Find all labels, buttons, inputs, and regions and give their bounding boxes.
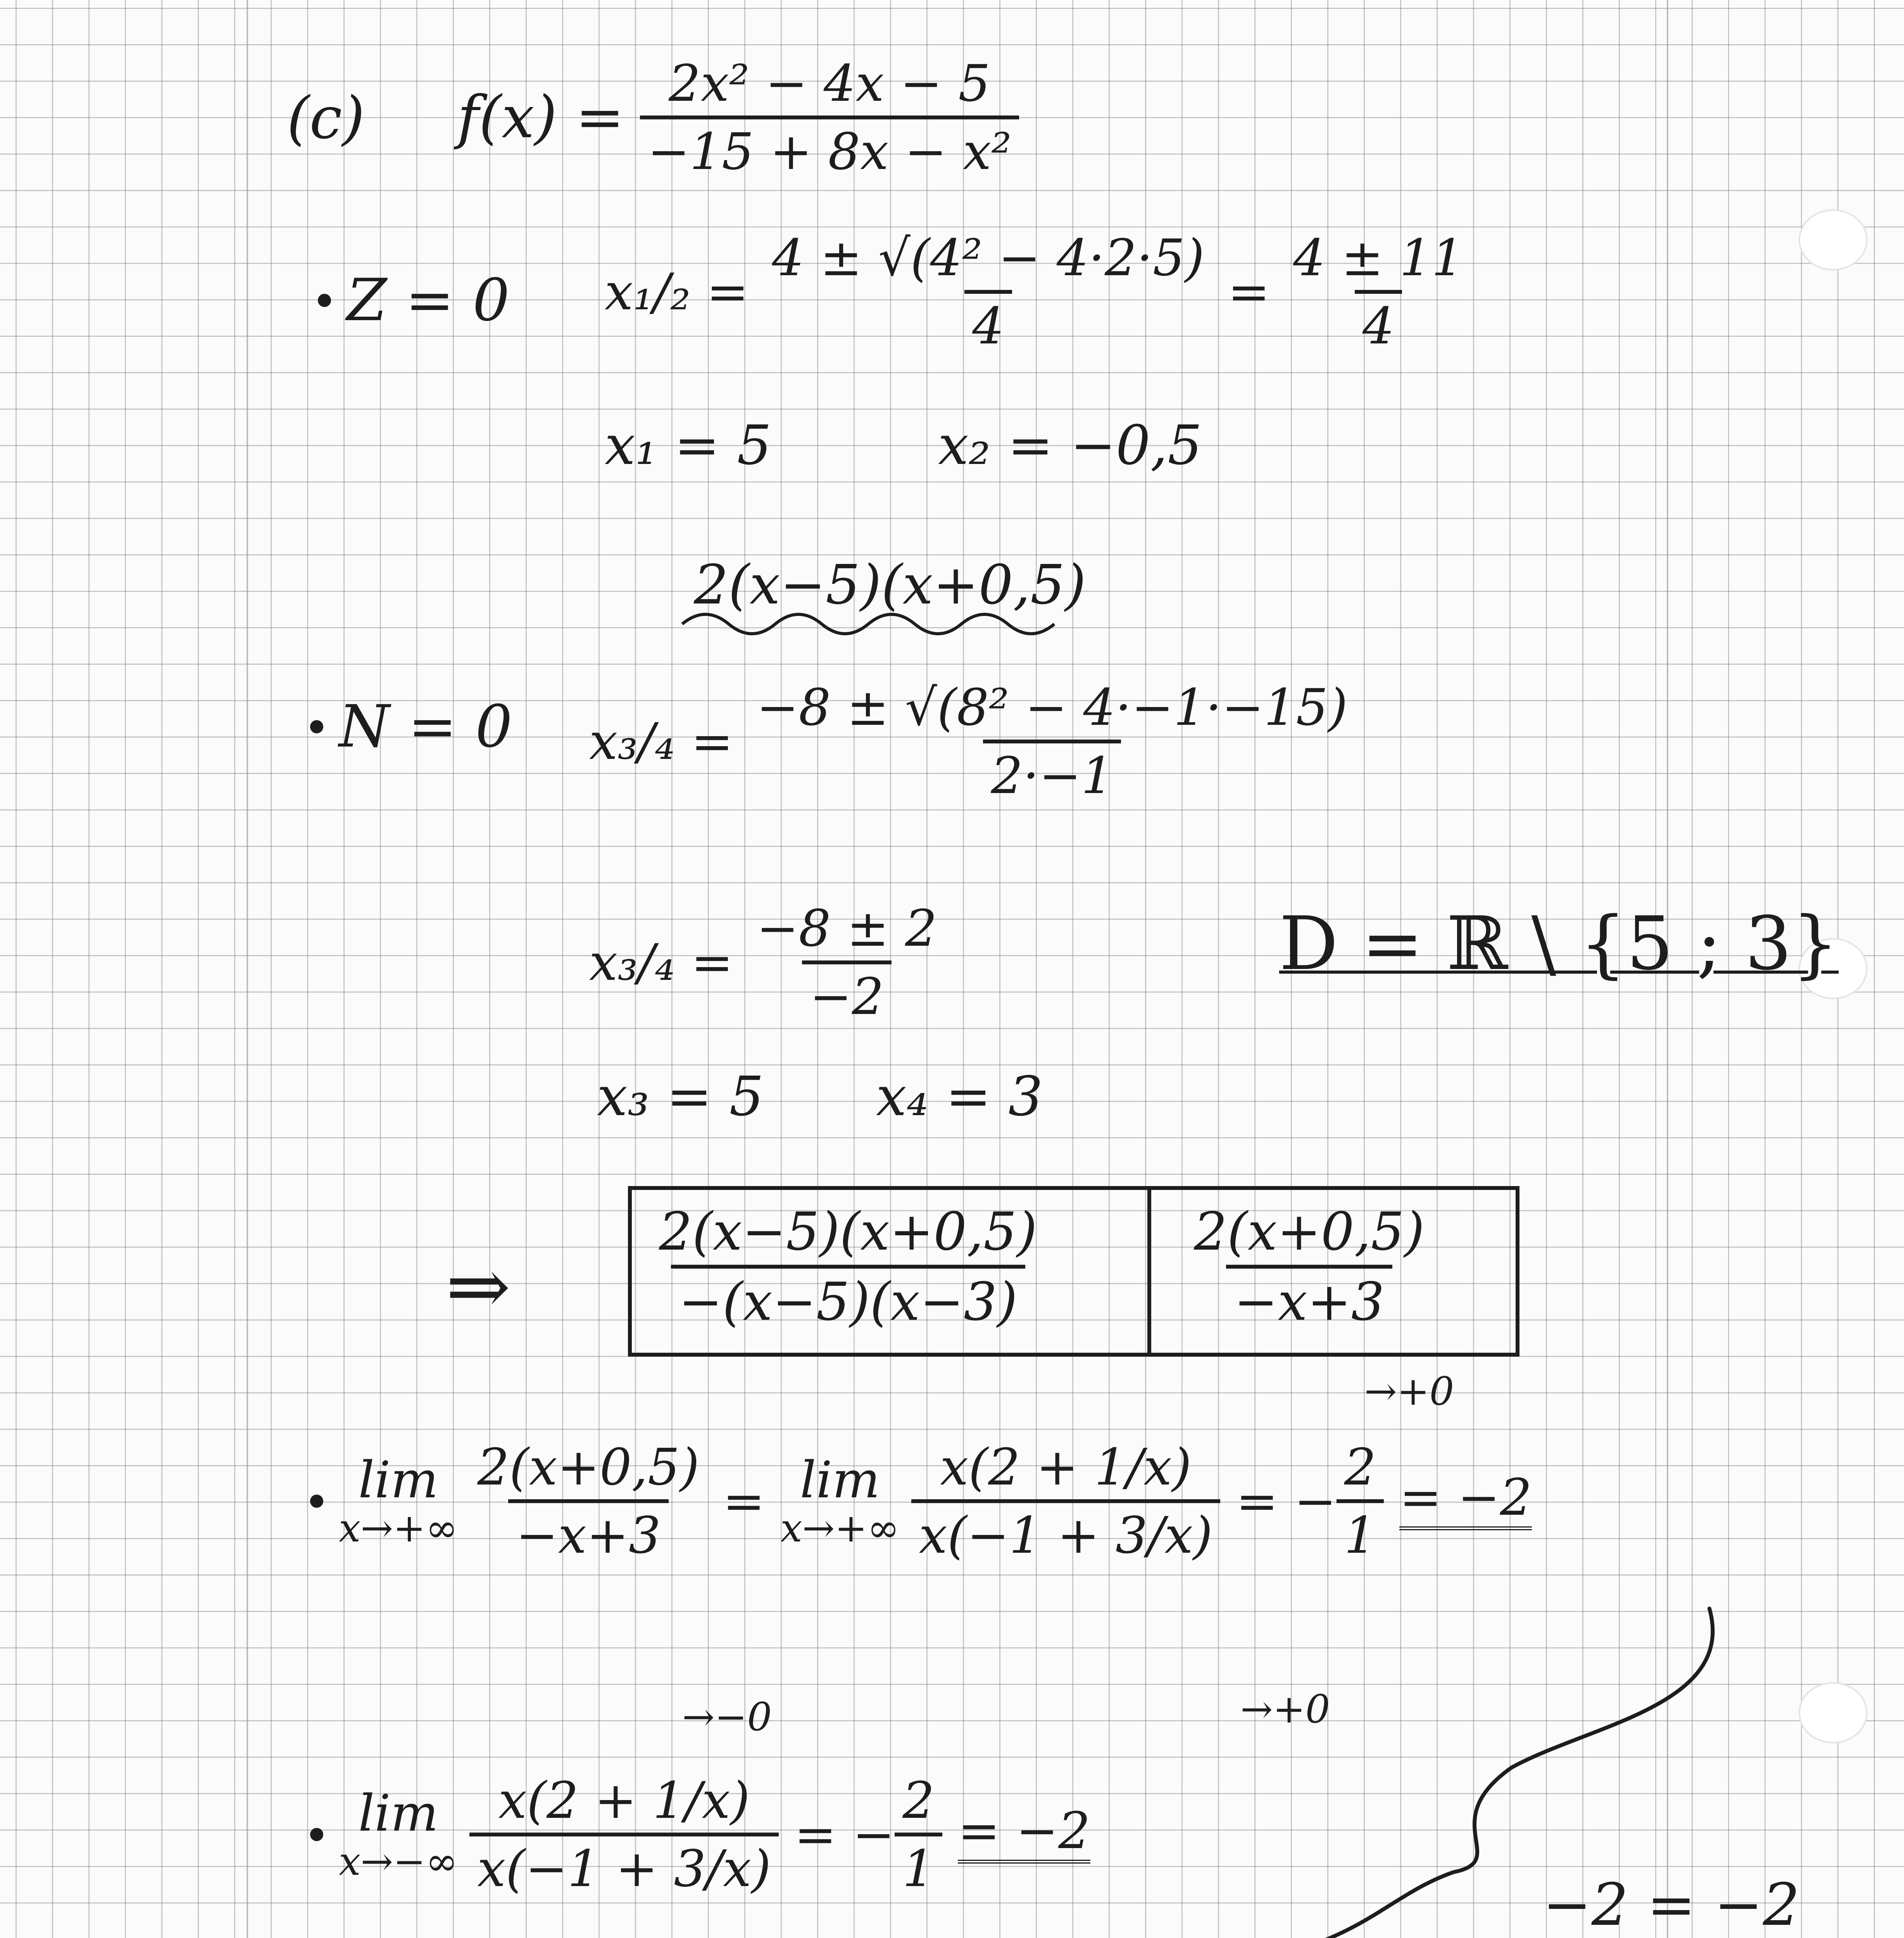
limit-denominator: −x+3 bbox=[508, 1499, 669, 1560]
reduced-expression bbox=[1186, 1201, 1432, 1332]
formula-denominator: 2·−1 bbox=[983, 740, 1121, 801]
result-box-divider bbox=[1147, 1186, 1151, 1357]
formula-numerator: 4 ± √(4² − 4·2·5) bbox=[772, 228, 1205, 287]
reduced-numerator: 2(x+0,5) bbox=[1194, 1201, 1425, 1262]
zero-numerator-label bbox=[318, 267, 510, 334]
limit-comparison: −2 = −2 bbox=[1543, 1871, 1800, 1938]
n-label: N = 0 bbox=[339, 693, 512, 760]
coefficient-denominator: 1 bbox=[1337, 1499, 1384, 1560]
part-label-text: c bbox=[309, 84, 342, 152]
limit-fraction bbox=[469, 1771, 779, 1898]
limit-fraction bbox=[469, 1438, 707, 1565]
bullet bbox=[310, 1495, 323, 1508]
limit-operator bbox=[339, 1784, 458, 1884]
coefficient-fraction bbox=[895, 1771, 942, 1898]
zero-denominator-step bbox=[589, 899, 945, 1026]
step-numerator: −8 ± 2 bbox=[756, 899, 937, 958]
formula-lhs: x₃/₄ = bbox=[589, 712, 733, 771]
full-expression bbox=[651, 1201, 1045, 1332]
factored-limit-denominator: x(−1 + 3/x) bbox=[911, 1499, 1221, 1560]
factored-limit-fraction bbox=[911, 1438, 1221, 1565]
factored-limit-numerator: x(2 + 1/x) bbox=[940, 1438, 1192, 1497]
limit-numerator: x(2 + 1/x) bbox=[498, 1771, 750, 1830]
limit-negative-infinity bbox=[310, 1771, 1090, 1898]
factored-numerator: 2(x−5)(x+0,5) bbox=[694, 553, 1086, 617]
limit-result: = −2 bbox=[958, 1805, 1090, 1864]
implies-arrow: ⇒ bbox=[446, 1241, 511, 1332]
zero-denominator-label bbox=[310, 693, 512, 760]
function-fraction bbox=[640, 54, 1019, 181]
coefficient-numerator: 2 bbox=[902, 1771, 935, 1830]
function-denominator: −15 + 8x − x² bbox=[640, 116, 1019, 177]
limit-denominator: x(−1 + 3/x) bbox=[469, 1833, 779, 1894]
step-lhs: x₃/₄ = bbox=[589, 933, 733, 992]
lim-subscript: x→+∞ bbox=[780, 1505, 900, 1551]
minus-sign: = − bbox=[794, 1805, 895, 1864]
formula-result-fraction bbox=[1285, 228, 1471, 355]
coefficient-numerator: 2 bbox=[1344, 1438, 1376, 1497]
bullet bbox=[318, 294, 331, 307]
domain-statement: D = ℝ \ {5 ; 3} bbox=[1279, 901, 1839, 986]
limit-numerator: 2(x+0,5) bbox=[477, 1438, 700, 1497]
limit-positive-infinity bbox=[310, 1438, 1532, 1565]
formula-numerator: −8 ± √(8² − 4·−1·−15) bbox=[756, 678, 1348, 737]
minus-sign: = − bbox=[1236, 1472, 1337, 1531]
full-fraction bbox=[651, 1201, 1045, 1332]
bullet bbox=[310, 1828, 323, 1841]
annotation-to-zero: →+0 bbox=[1240, 1686, 1330, 1732]
part-label: (c) bbox=[287, 84, 365, 152]
coefficient-denominator: 1 bbox=[895, 1833, 942, 1894]
quadratic-formula-fraction bbox=[749, 678, 1356, 805]
lim-subscript: x→+∞ bbox=[339, 1505, 458, 1551]
function-definition bbox=[457, 54, 1019, 181]
root-x1: x₁ = 5 bbox=[605, 414, 772, 477]
step-denominator: −2 bbox=[802, 960, 892, 1022]
formula-lhs: x₁/₂ = bbox=[605, 262, 749, 321]
lim-word: lim bbox=[358, 1784, 438, 1843]
function-numerator: 2x² − 4x − 5 bbox=[668, 54, 991, 113]
bullet bbox=[310, 720, 323, 733]
formula-denominator: 4 bbox=[964, 290, 1012, 351]
zero-denominator-formula bbox=[589, 678, 1356, 805]
lim-word: lim bbox=[800, 1450, 880, 1509]
root-x2: x₂ = −0,5 bbox=[938, 414, 1202, 477]
lim-subscript: x→−∞ bbox=[339, 1839, 458, 1884]
zero-numerator-formula: x₁/₂ = $\frac{\text{4 ± √(4² − 4·2·5)}}{4}$ = $\frac{4 \pm 11}{4}$ bbox=[605, 233, 1471, 351]
z-label: Z = 0 bbox=[347, 267, 510, 334]
formula-result-numerator: 4 ± 11 bbox=[1293, 228, 1464, 287]
annotation-to-zero: →−0 bbox=[682, 1694, 772, 1740]
root-x3: x₃ = 5 bbox=[597, 1065, 764, 1128]
function-lhs: f(x) = bbox=[457, 84, 624, 151]
limit-operator bbox=[780, 1450, 900, 1551]
annotation-to-zero: →+0 bbox=[1364, 1369, 1454, 1414]
root-x4: x₄ = 3 bbox=[876, 1065, 1043, 1128]
formula-result-denominator: 4 bbox=[1355, 290, 1402, 351]
reduced-fraction bbox=[1186, 1201, 1432, 1332]
coefficient-fraction bbox=[1337, 1438, 1384, 1565]
reduced-denominator: −x+3 bbox=[1226, 1265, 1392, 1328]
lim-word: lim bbox=[358, 1450, 438, 1509]
step-fraction bbox=[749, 899, 945, 1026]
full-numerator: 2(x−5)(x+0,5) bbox=[659, 1201, 1037, 1262]
full-denominator: −(x−5)(x−3) bbox=[671, 1265, 1025, 1328]
equals-sign: = bbox=[723, 1472, 765, 1531]
limit-operator bbox=[339, 1450, 458, 1551]
limit-result: = −2 bbox=[1399, 1472, 1532, 1530]
